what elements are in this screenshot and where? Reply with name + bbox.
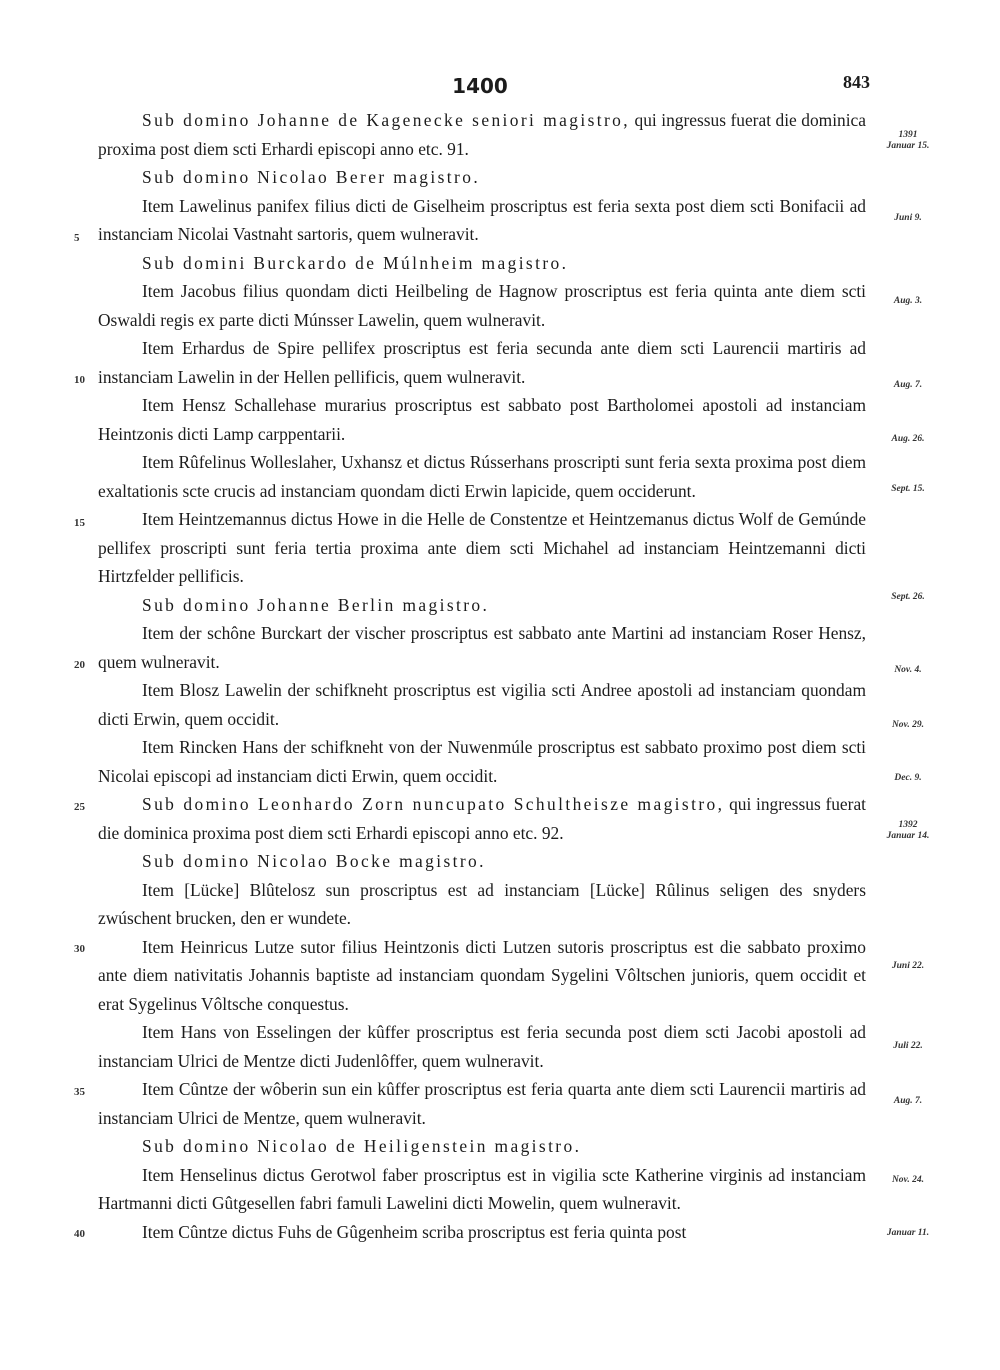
- entry-paragraph: Item Lawelinus panifex filius dicti de Giselheim proscriptus est feria sexta post diem scti Bonifacii ad instanciam Nicolai Vastnaht sartoris, quem wulneravit.: [98, 195, 866, 244]
- entry-paragraph: Item Blosz Lawelin der schifkneht proscriptus est vigilia scti Andree apostoli ad instanciam quondam dicti Erwin, quem occidit.: [98, 680, 866, 729]
- main-text: [98, 106, 866, 1246]
- entry-paragraph: Item Hans von Esselingen der kûffer proscriptus est feria secunda post diem scti Jacobi apostoli ad instanciam Ulrici de Mentze dicti Judenlôffer, quem wulneravit.: [98, 1022, 866, 1071]
- entry-paragraph: Item Erhardus de Spire pellifex proscriptus est feria secunda ante diem scti Laurencii martiris ad instanciam Lawelin in der Hellen pellificis, quem wulneravit.: [98, 338, 866, 387]
- entry-paragraph: Item Rincken Hans der schifkneht von der Nuwenmúle proscriptus est sabbato proximo post diem scti Nicolai episcopi ad instanciam dicti Erwin, quem occidit.: [98, 737, 866, 786]
- entry-paragraph: Item Jacobus filius quondam dicti Heilbeling de Hagnow proscriptus est feria quinta ante diem scti Oswaldi regis ex parte dicti Múnsser Lawelin, quem wulneravit.: [98, 281, 866, 330]
- margin-date-note: Nov. 24.: [891, 1175, 925, 1185]
- line-number: 15: [74, 517, 85, 529]
- heading-paragraph: Sub domini Burckardo de Múlnheim magistro.: [142, 252, 569, 273]
- entry-paragraph: Item Henselinus dictus Gerotwol faber proscriptus est in vigilia scte Katherine virginis ad instanciam Hartmanni dicti Gûtgesellen fabri famuli Lawelini dicti Mowelin, quem wulneravit.: [98, 1164, 866, 1213]
- margin-date-note: Januar 11.: [886, 1228, 930, 1238]
- heading-paragraph: Sub domino Nicolao Bocke magistro.: [142, 851, 486, 871]
- line-number: 10: [74, 374, 85, 386]
- margin-date-note: Aug. 3.: [893, 296, 923, 306]
- entry-paragraph: Item Heintzemannus dictus Howe in die Helle de Constentze et Heintzemanus dictus Wolf de Gemúnde pellifex proscripti sunt feria tertia proxima ante diem scti Michahel ad instanciam Heintzemanni dicti Hirtzfelder pellificis.: [98, 509, 866, 586]
- entry-paragraph: Item [Lücke] Blûtelosz sun proscriptus est ad instanciam [Lücke] Rûlinus seligen des snyders zwúschent brucken, den er wundete.: [98, 879, 866, 928]
- line-number: 35: [74, 1086, 85, 1098]
- entry-paragraph: Item Cûntze dictus Fuhs de Gûgenheim scriba proscriptus est feria quinta post: [142, 1221, 687, 1242]
- margin-date-note: Aug. 7.: [893, 1096, 923, 1106]
- margin-date-note: Sept. 26.: [891, 592, 925, 602]
- heading-paragraph: Sub domino Nicolao de Heiligenstein magistro.: [142, 1136, 582, 1156]
- margin-date-note: Aug. 26.: [891, 434, 925, 444]
- entry-paragraph: Item der schône Burckart der vischer proscriptus est sabbato ante Martini ad instanciam Roser Hensz, quem wulneravit.: [98, 623, 866, 672]
- line-number: 30: [74, 943, 85, 955]
- heading-paragraph: Sub domino Johanne de Kagenecke seniori magistro, qui ingressus fuerat die dominica proxima post diem scti Erhardi episcopi anno etc. 91.: [98, 110, 866, 159]
- page-number: 843: [843, 72, 870, 92]
- heading-paragraph: Sub domino Johanne Berlin magistro.: [142, 594, 490, 615]
- margin-date-note: Juni 22.: [891, 961, 925, 971]
- margin-date-note: Juli 22.: [893, 1041, 923, 1051]
- margin-date-note: Aug. 7.: [893, 380, 923, 390]
- heading-paragraph: Sub domino Leonhardo Zorn nuncupato Schultheisze magistro, qui ingressus fuerat die dominica proxima post diem scti Erhardi episcopi anno etc. 92.: [98, 794, 866, 843]
- line-number: 20: [74, 659, 85, 671]
- margin-date-note: Nov. 29.: [891, 720, 925, 730]
- entry-paragraph: Item Cûntze der wôberin sun ein kûffer proscriptus est feria quarta ante diem scti Laurencii martiris ad instanciam Ulrici de Mentze, quem wulneravit.: [98, 1079, 866, 1128]
- entry-paragraph: Item Hensz Schallehase murarius proscriptus est sabbato post Bartholomei apostoli ad instanciam Heintzonis dicti Lamp carppentarii.: [98, 395, 866, 444]
- entry-paragraph: Item Rûfelinus Wolleslaher, Uxhansz et dictus Rússerhans proscripti sunt feria sexta proxima post diem exaltationis scte crucis ad instanciam quondam dicti Erwin lapicide, quem occiderunt.: [98, 452, 866, 501]
- line-number: 25: [74, 801, 85, 813]
- margin-date-note: 1391 Januar 15.: [886, 130, 930, 151]
- page-year-header: 1400: [452, 74, 508, 98]
- line-number: 40: [74, 1228, 85, 1240]
- margin-date-note: Juni 9.: [894, 213, 922, 223]
- margin-date-note: Dec. 9.: [894, 773, 922, 783]
- entry-paragraph: Item Heinricus Lutze sutor filius Heintzonis dicti Lutzen sutoris proscriptus est die sabbato proximo ante diem nativitatis Johannis baptiste ad instanciam quondam Sygelini Vôltschen junioris, quem occidit et erat Sygelinus Vôltsche conquestus.: [98, 936, 866, 1014]
- margin-date-note: Nov. 4.: [894, 665, 922, 675]
- margin-date-note: Sept. 15.: [891, 484, 925, 494]
- margin-date-note: 1392 Januar 14.: [886, 820, 930, 841]
- line-number: 5: [74, 232, 80, 244]
- heading-paragraph: Sub domino Nicolao Berer magistro.: [142, 167, 481, 187]
